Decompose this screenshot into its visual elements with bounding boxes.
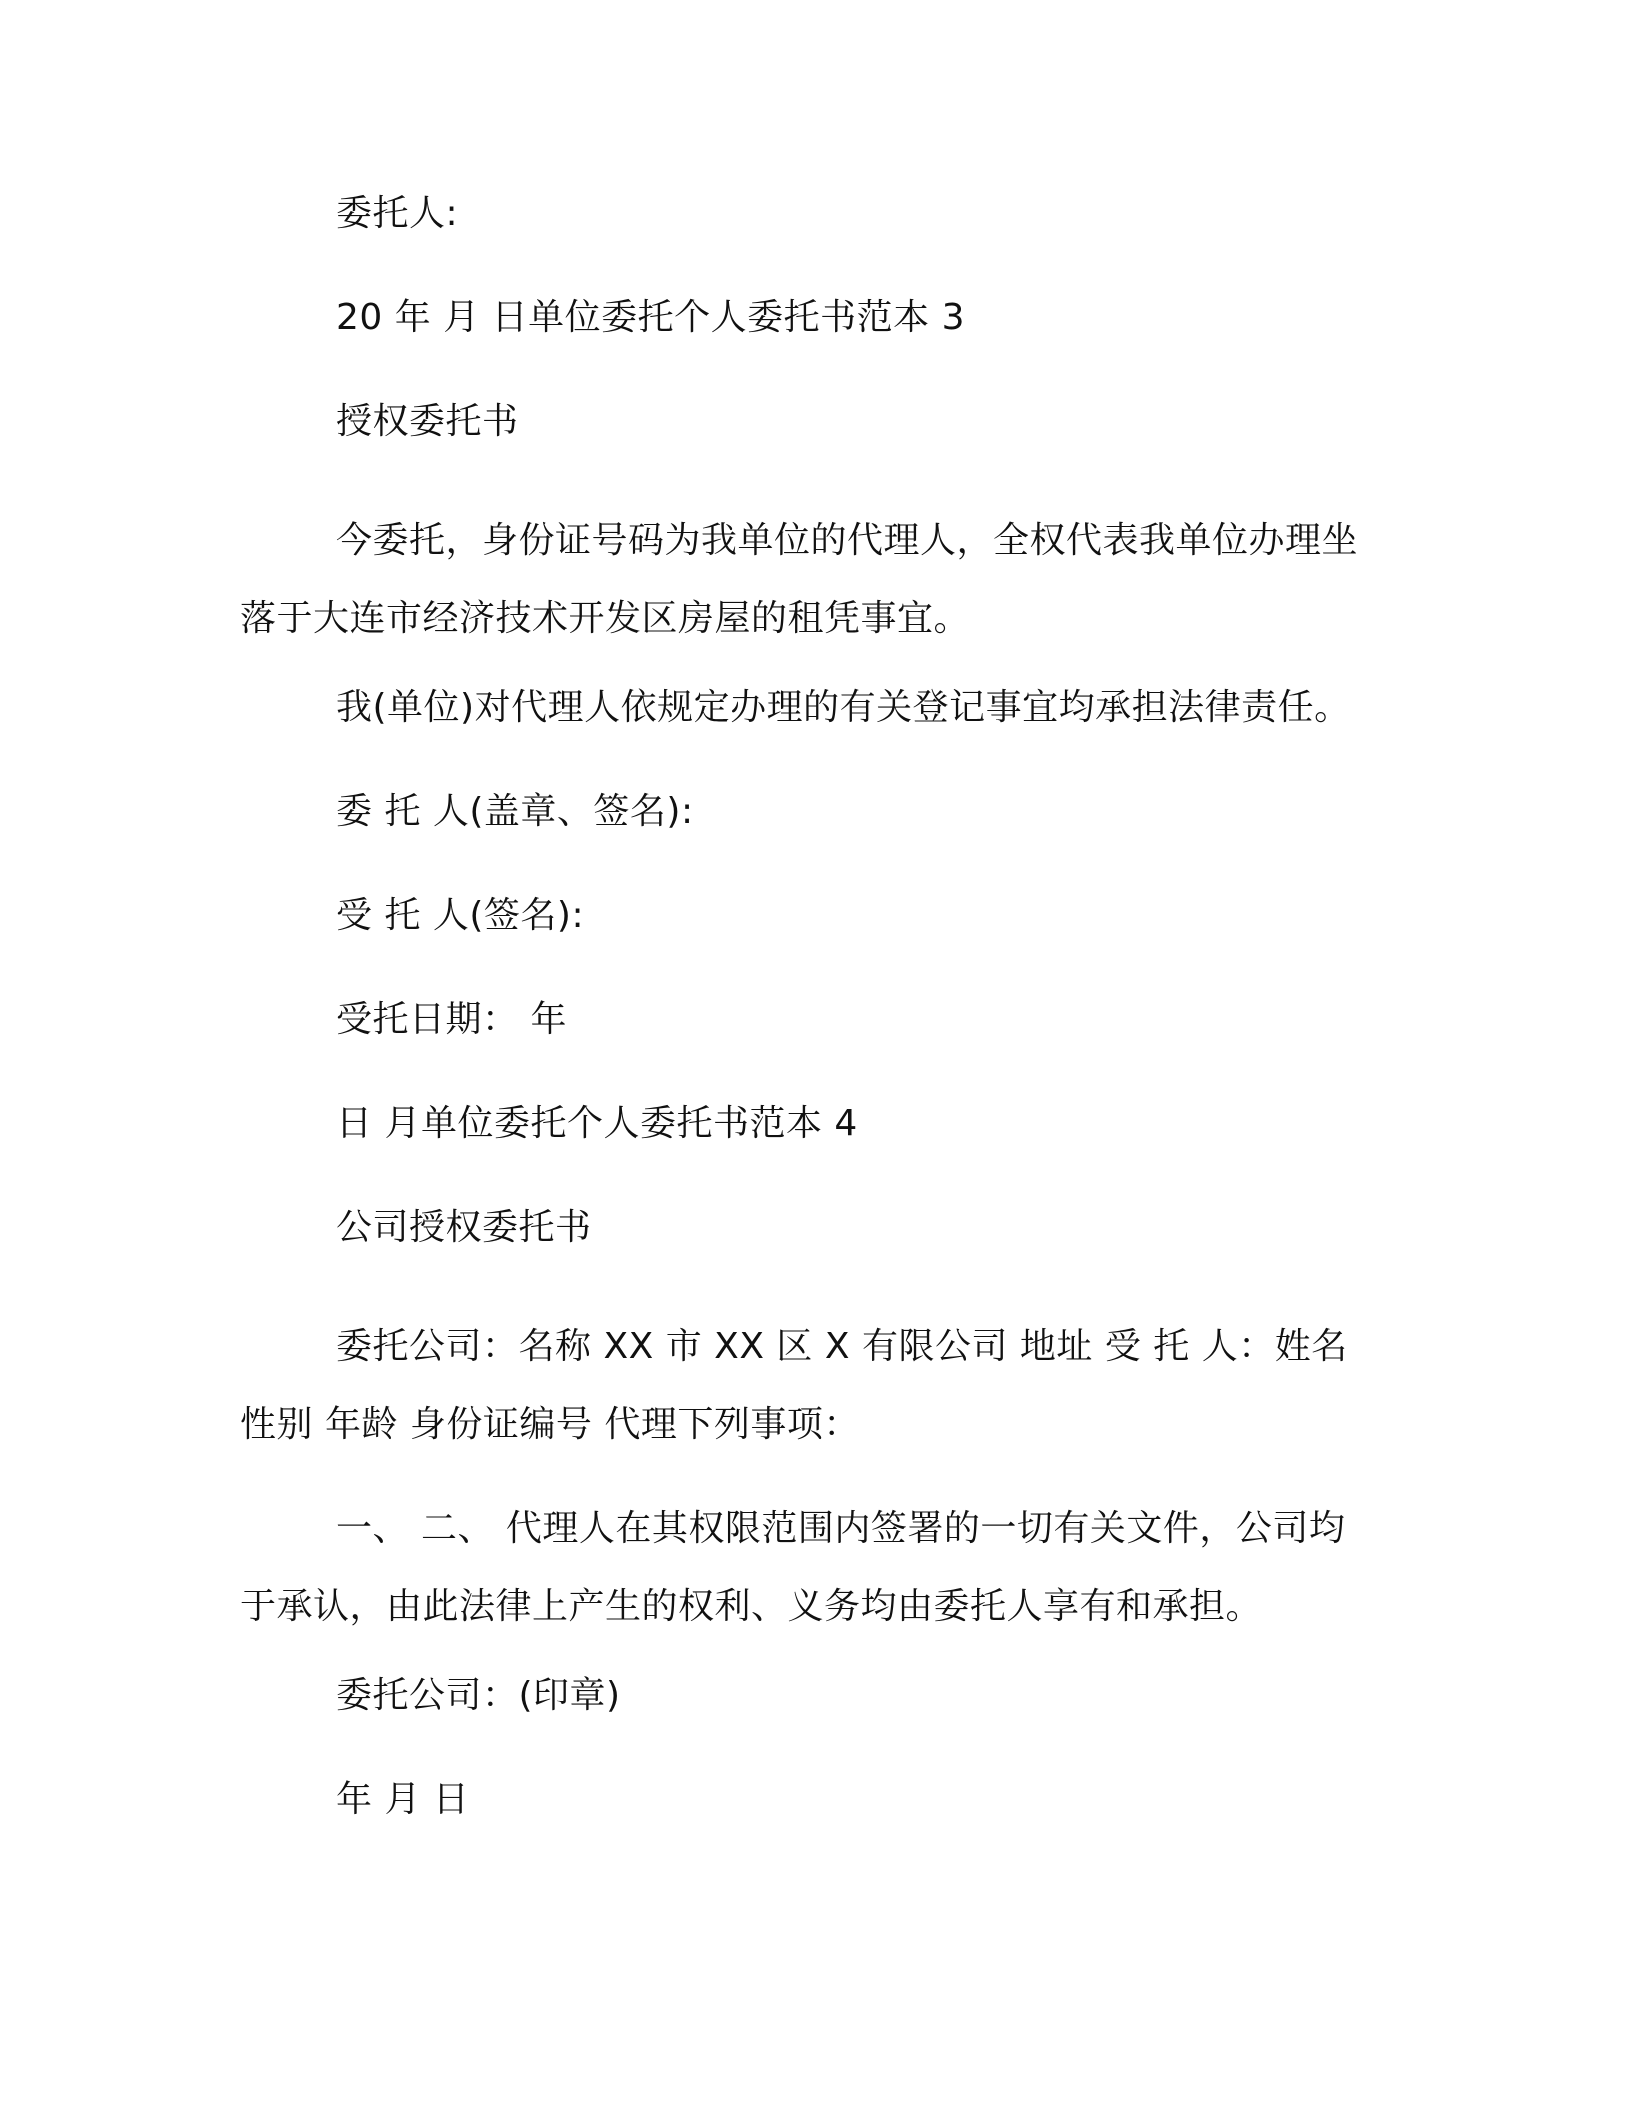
paragraph-principal-signature: 委 托 人(盖章、签名): bbox=[336, 791, 694, 832]
paragraph-final-date: 年 月 日 bbox=[336, 1779, 470, 1820]
paragraph-sample-4-title: 日 月单位委托个人委托书范本 4 bbox=[336, 1103, 858, 1144]
paragraph-authorization-title: 授权委托书 bbox=[336, 401, 519, 442]
paragraph-sample-3-title: 20 年 月 日单位委托个人委托书范本 3 bbox=[336, 297, 965, 338]
paragraph-company-authorization-title: 公司授权委托书 bbox=[336, 1207, 592, 1248]
paragraph-agent-signature: 受 托 人(签名): bbox=[336, 895, 585, 936]
paragraph-entrustment-date: 受托日期： 年 bbox=[336, 999, 567, 1040]
paragraph-company-details: 委托公司：名称 XX 市 XX 区 X 有限公司 地址 受 托 人：姓名 性别 年龄 身份证编号 代理下列事项： bbox=[240, 1326, 1348, 1445]
paragraph-company-seal: 委托公司：(印章) bbox=[336, 1675, 621, 1716]
document-body bbox=[240, 190, 1380, 1880]
paragraph-principal: 委托人: bbox=[336, 193, 459, 234]
paragraph-agent-authority: 一、 二、 代理人在其权限范围内签署的一切有关文件，公司均于承认，由此法律上产生的权利、义务均由委托人享有和承担。 bbox=[240, 1508, 1346, 1627]
paragraph-legal-responsibility: 我(单位)对代理人依规定办理的有关登记事宜均承担法律责任。 bbox=[336, 687, 1351, 728]
paragraph-entrustment-body: 今委托，身份证号码为我单位的代理人，全权代表我单位办理坐落于大连市经济技术开发区房屋的租凭事宜。 bbox=[240, 520, 1359, 639]
